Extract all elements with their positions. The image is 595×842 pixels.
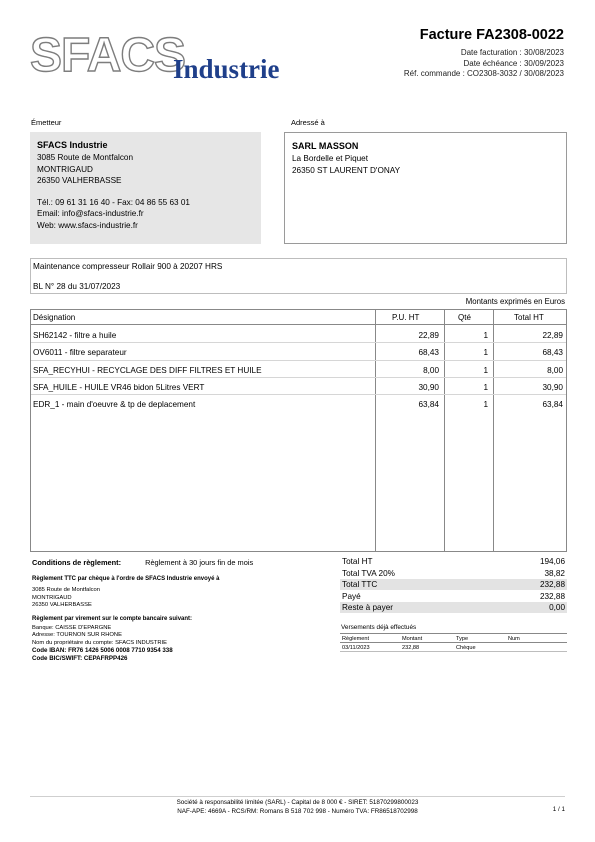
recipient-zip-city: 26350 ST LAURENT D'ONAY xyxy=(292,165,401,175)
footer-line-2: NAF-APE: 4669A - RCS/RM: Romans B 518 702 998 - Numéro TVA: FR86518702998 xyxy=(177,808,418,815)
currency-note: Montants exprimés en Euros xyxy=(465,297,565,306)
total-ht-row xyxy=(340,556,567,568)
page-number: 1 / 1 xyxy=(552,806,565,813)
row-total: 63,84 xyxy=(542,400,563,410)
emitter-label: Émetteur xyxy=(31,118,62,127)
emitter-web: Web: www.sfacs-industrie.fr xyxy=(37,220,138,230)
row-quantity: 1 xyxy=(483,331,488,340)
row-unit-price: 68,43 xyxy=(418,348,439,358)
row-designation: SFA_HUILE - HUILE VR46 bidon 5Litres VERT xyxy=(33,382,205,392)
paid-row xyxy=(340,591,567,603)
recipient-label: Adressé à xyxy=(291,118,325,127)
table-header xyxy=(31,310,566,325)
total-label: Total TVA 20% xyxy=(342,568,395,578)
cheque-address-1: 3085 Route de Montfalcon xyxy=(32,587,101,593)
total-value: 232,88 xyxy=(539,580,565,590)
row-unit-price: 8,00 xyxy=(423,365,439,375)
row-unit-price: 63,84 xyxy=(418,400,439,410)
payments-header-montant: Montant xyxy=(402,635,423,642)
recipient-box xyxy=(284,132,567,244)
header-quantity: Qté xyxy=(458,313,471,322)
company-logo xyxy=(30,30,290,85)
invoice-object-box xyxy=(30,258,567,294)
remaining-row xyxy=(340,602,567,614)
account-owner: Nom du propriétaire du compte: SFACS INDUSTRIE xyxy=(32,639,167,646)
invoice-title: Facture FA2308-0022 xyxy=(419,27,564,43)
row-total: 22,89 xyxy=(542,331,563,340)
payment-date: 03/11/2023 xyxy=(342,644,370,651)
table-body xyxy=(31,326,566,412)
legal-footer xyxy=(30,798,565,816)
total-label: Payé xyxy=(342,591,361,601)
total-tva-row xyxy=(340,568,567,580)
row-quantity: 1 xyxy=(483,400,488,410)
total-value: 194,06 xyxy=(539,557,565,566)
row-quantity: 1 xyxy=(483,382,488,392)
total-label: Total TTC xyxy=(342,580,378,590)
total-value: 232,88 xyxy=(539,591,565,601)
footer-divider xyxy=(30,796,565,797)
emitter-phone-fax: Tél.: 09 61 31 16 40 - Fax: 04 86 55 63 01 xyxy=(37,197,190,207)
row-total: 8,00 xyxy=(547,365,563,375)
total-value: 0,00 xyxy=(549,603,565,613)
payments-header xyxy=(340,634,567,643)
iban: Code IBAN: FR76 1426 5006 0008 7710 9354 338 xyxy=(32,647,173,654)
payments-header-type: Type xyxy=(456,635,469,642)
emitter-box xyxy=(30,132,261,244)
object-description: Maintenance compresseur Rollair 900 à 20207 HRS xyxy=(33,262,223,271)
logo-industrie-text: Industrie xyxy=(173,54,280,84)
conditions-line xyxy=(32,558,332,567)
delivery-note-reference: BL N° 28 du 31/07/2023 xyxy=(33,282,121,291)
payment-conditions xyxy=(32,558,332,663)
row-designation: EDR_1 - main d'oeuvre & tp de deplacement xyxy=(33,400,196,410)
total-label: Reste à payer xyxy=(342,603,393,613)
invoice-due-date: Date échéance : 30/09/2023 xyxy=(463,58,564,68)
conditions-label: Conditions de règlement: xyxy=(32,558,122,567)
transfer-title: Règlement par virement sur le compte bancaire suivant: xyxy=(32,615,193,622)
total-label: Total HT xyxy=(342,557,373,566)
footer-line-1: Société à responsabilité limitée (SARL) - Capital de 8 000 € - SIRET: 51870299800023 xyxy=(176,799,419,806)
total-value: 38,82 xyxy=(544,568,565,578)
invoice-date: Date facturation : 30/08/2023 xyxy=(460,48,564,57)
table-row xyxy=(31,395,566,412)
cheque-address-3: 26350 VALHERBASSE xyxy=(32,602,92,608)
emitter-email: Email: info@sfacs-industrie.fr xyxy=(37,209,144,218)
header-unit-price: P.U. HT xyxy=(392,313,420,322)
bank-name: Banque: CAISSE D'EPARGNE xyxy=(32,624,112,631)
emitter-address: 3085 Route de Montfalcon xyxy=(37,153,134,162)
total-ttc-row xyxy=(340,579,567,591)
recipient-address: La Bordelle et Piquet xyxy=(292,154,369,163)
bic-swift: Code BIC/SWIFT: CEPAFRPP426 xyxy=(32,655,128,662)
conditions-value: Règlement à 30 jours fin de mois xyxy=(145,558,254,567)
payment-type: Chèque xyxy=(456,644,476,651)
table-row xyxy=(31,326,566,343)
bank-address: Adresse: TOURNON SUR RHONE xyxy=(32,632,122,638)
table-row xyxy=(31,361,566,378)
items-table xyxy=(30,309,567,552)
row-unit-price: 30,90 xyxy=(418,382,439,392)
invoice-meta xyxy=(404,48,564,80)
payment-row xyxy=(340,643,567,652)
header-designation: Désignation xyxy=(33,313,76,322)
header-total: Total HT xyxy=(514,313,544,322)
cheque-title: Règlement TTC par chèque à l'ordre de SFACS Industrie envoyé à xyxy=(32,576,220,582)
invoice-header xyxy=(404,26,564,80)
row-quantity: 1 xyxy=(483,348,488,358)
emitter-city: MONTRIGAUD xyxy=(37,164,93,174)
row-designation: OV6011 - filtre separateur xyxy=(33,348,127,358)
row-total: 30,90 xyxy=(542,382,563,392)
payments-header-reglement: Règlement xyxy=(342,635,370,642)
payments-header-num: Num xyxy=(508,635,520,642)
cheque-address-2: MONTRIGAUD xyxy=(32,594,72,601)
emitter-zip-city: 26350 VALHERBASSE xyxy=(37,176,122,185)
row-designation: SFA_RECYHUI - RECYCLAGE DES DIFF FILTRES ET HUILE xyxy=(33,365,262,375)
row-designation: SH62142 - filtre a huile xyxy=(33,331,117,340)
table-row xyxy=(31,378,566,395)
row-quantity: 1 xyxy=(483,365,488,375)
payments-title: Versements déjà effectués xyxy=(341,624,417,631)
logo-sfacs-text: SFACS xyxy=(30,29,186,82)
order-reference: Réf. commande : CO2308-3032 / 30/08/2023 xyxy=(403,69,564,78)
totals-box xyxy=(340,556,567,614)
payments-table xyxy=(340,633,567,652)
table-row xyxy=(31,343,566,360)
row-total: 68,43 xyxy=(542,348,563,358)
recipient-name: SARL MASSON xyxy=(292,141,359,151)
payment-amount: 232,88 xyxy=(402,644,420,651)
row-unit-price: 22,89 xyxy=(418,331,439,340)
emitter-name: SFACS Industrie xyxy=(37,140,108,150)
